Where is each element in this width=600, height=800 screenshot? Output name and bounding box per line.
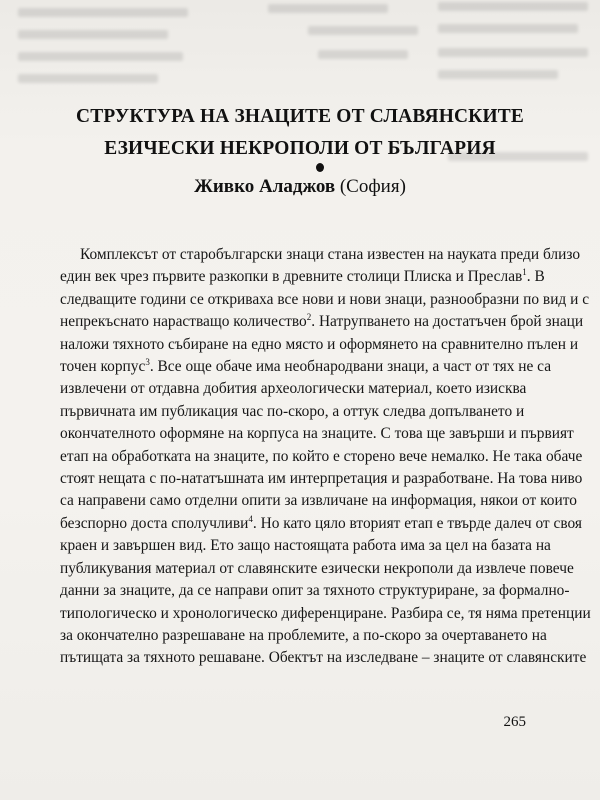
paragraph-line xyxy=(60,378,527,400)
line-text: краен и завършен вид. Ето защо настоящата работа има за цел на базата на xyxy=(60,537,551,555)
footnote-marker: 1 xyxy=(522,267,527,278)
paragraph-line xyxy=(60,266,545,288)
line-text: типологическо и хронологическо диференциране. Разбира се, тя няма претенции xyxy=(60,604,591,622)
line-text: пътищата за тяхното решаване. Обектът на изследване – знаците от славянските xyxy=(60,649,587,667)
paragraph-line xyxy=(60,289,590,311)
paragraph-line xyxy=(60,446,583,468)
line-text: данни за знаците, да се направи опит за тяхното структуриране, за формално- xyxy=(60,582,570,600)
paragraph-line xyxy=(60,513,582,535)
article-body xyxy=(60,244,591,670)
line-text: безспорно доста сполучливи xyxy=(60,514,249,532)
footnote-marker: 2 xyxy=(306,312,312,323)
line-text: следващите години се откриваха все нови и нови знаци, разнообразни по вид и с xyxy=(60,290,590,308)
paragraph-line xyxy=(60,356,552,378)
paragraph-line xyxy=(60,625,547,647)
line-text: за окончателно разрешаване на проблемите, а по-скоро за очертаването на xyxy=(60,626,547,644)
line-text: Комплексът от старобългарски знаци стана известен на науката преди близо xyxy=(80,246,581,263)
footnote-marker: 3 xyxy=(145,356,150,367)
paragraph-line xyxy=(60,334,579,356)
line-text-continued: . Но като цяло вторият етап е твърде далеч от своя xyxy=(252,514,582,532)
author-name: Живко Аладжов xyxy=(194,176,336,197)
line-text-continued: . В xyxy=(526,268,545,286)
paragraph-line xyxy=(60,580,570,602)
footnote-marker: 4 xyxy=(248,513,253,524)
paragraph-line xyxy=(60,535,551,557)
paragraph-line xyxy=(60,603,591,625)
line-text: непрекъснато нарастващо количество xyxy=(60,313,307,331)
page-number: 265 xyxy=(503,714,526,730)
article-title-line-1: СТРУКТУРА НА ЗНАЦИТЕ ОТ СЛАВЯНСКИТЕ xyxy=(75,105,525,127)
paragraph-line xyxy=(60,490,577,512)
paragraph-line xyxy=(60,401,525,423)
line-text-continued: . Все още обаче има необнародвани знаци, а част от тях не са xyxy=(149,358,552,376)
line-text: са направени само отделни опити за извличане на информация, някои от които xyxy=(60,492,577,510)
article-title-line-2: ЕЗИЧЕСКИ НЕКРОПОЛИ ОТ БЪЛГАРИЯ xyxy=(104,137,496,159)
line-text: извлечени от отдавна добития археологически материал, което изисква xyxy=(60,380,527,398)
paragraph-line xyxy=(60,647,587,669)
line-text: стоят нещата с по-нататъшната им интерпретация и разработване. На това ниво xyxy=(60,470,583,488)
line-text: първичната им публикация час по-скоро, а оттук следва допълването и xyxy=(60,402,525,420)
paragraph-line xyxy=(60,244,581,266)
article-title xyxy=(9,100,591,164)
paragraph-line xyxy=(60,423,574,445)
paragraph-line xyxy=(60,311,584,333)
line-text: окончателното оформяне на корпуса на знаците. С това ще завърши и първият xyxy=(60,425,574,443)
line-text: точен корпус xyxy=(60,358,146,376)
line-text: етап на обработката на знаците, по който е сторено вече немалко. Не така обаче xyxy=(60,447,583,465)
line-text: един век чрез първите разкопки в древните столици Плиска и Преслав xyxy=(60,268,523,286)
ink-dot-mark xyxy=(316,163,324,172)
line-text: наложи тяхното събиране на едно място и оформянето на сравнително пълен и xyxy=(60,335,579,353)
line-text: публикувания материал от славянските езически некрополи да извлече повече xyxy=(60,559,574,577)
author-city: (София) xyxy=(339,176,406,197)
line-text-continued: . Натрупването на достатъчен брой знаци xyxy=(311,313,584,331)
paragraph-line xyxy=(60,558,574,580)
author-line xyxy=(0,174,600,200)
paragraph-line xyxy=(60,468,583,490)
